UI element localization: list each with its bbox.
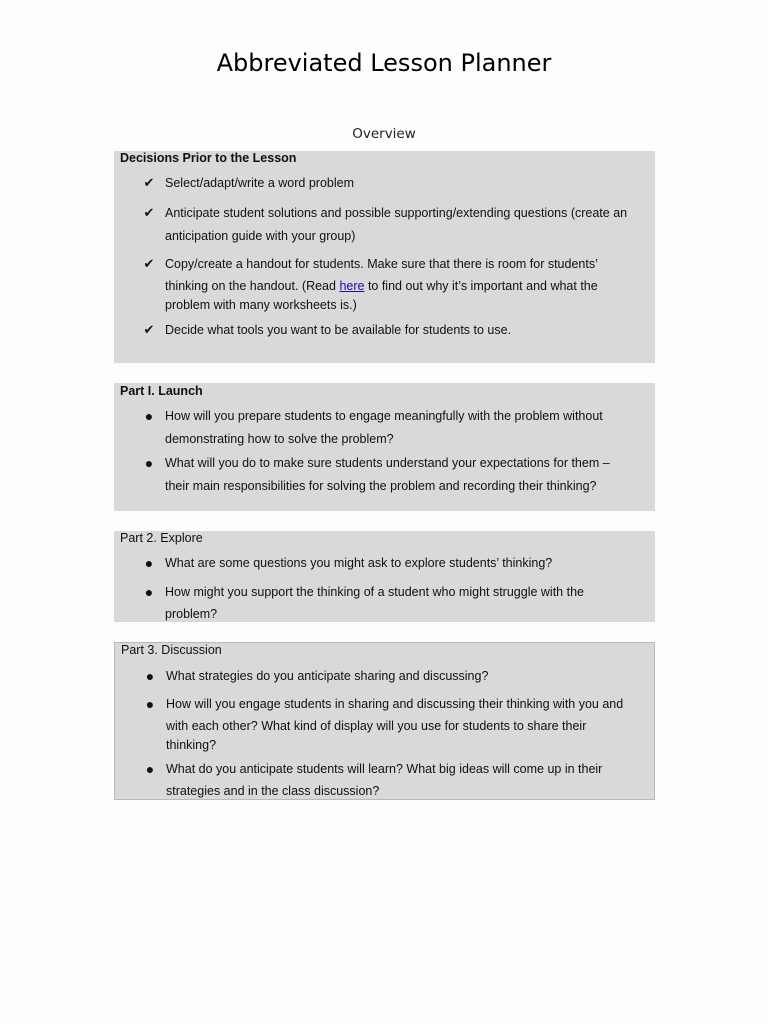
document-title: Abbreviated Lesson Planner [216, 49, 552, 77]
checkmark-icon: ✔ [143, 205, 155, 220]
bullet-icon: ● [145, 696, 155, 712]
checkmark-icon: ✔ [143, 256, 155, 271]
list-item-text: problem? [165, 607, 218, 621]
list-item-text: How will you prepare students to engage meaningfully with the problem without [165, 409, 603, 423]
bullet-icon: ● [144, 584, 154, 600]
launch-title: Part I. Launch [120, 384, 203, 398]
discussion-title: Part 3. Discussion [121, 643, 222, 657]
list-item-text: How will you engage students in sharing and discussing their thinking with you and [166, 697, 624, 711]
list-item-text: to find out why it’s important and what the [364, 279, 598, 293]
list-item-text: thinking on the handout. (Read [165, 279, 340, 293]
list-item-text: How might you support the thinking of a student who might struggle with the [165, 585, 584, 599]
list-item-text: their main responsibilities for solving the problem and recording their thinking? [165, 479, 597, 493]
bullet-icon: ● [144, 455, 154, 471]
decisions-title: Decisions Prior to the Lesson [120, 151, 297, 165]
bullet-icon: ● [144, 408, 154, 424]
launch-section [114, 383, 655, 511]
bullet-icon: ● [145, 668, 155, 684]
list-item-text: anticipation guide with your group) [165, 229, 356, 243]
list-item-text: Decide what tools you want to be available for students to use. [165, 323, 512, 337]
list-item-text: with each other? What kind of display will you use for students to share their [166, 719, 587, 733]
checkmark-icon: ✔ [143, 322, 155, 337]
list-item-text: Anticipate student solutions and possible supporting/extending questions (create an [165, 206, 628, 220]
list-item-text: What are some questions you might ask to explore students’ thinking? [165, 556, 553, 570]
list-item-text: What do you anticipate students will learn? What big ideas will come up in their [166, 762, 603, 776]
list-item-text: strategies and in the class discussion? [166, 784, 380, 798]
list-item-text: problem with many worksheets is.) [165, 298, 357, 312]
decisions-section [114, 151, 655, 363]
explore-section [114, 531, 655, 622]
here-link[interactable]: here [339, 279, 365, 293]
list-item-text: Copy/create a handout for students. Make sure that there is room for students’ [165, 257, 598, 271]
overview-heading: Overview [352, 126, 416, 142]
checkmark-icon: ✔ [143, 175, 155, 190]
list-item-text: What will you do to make sure students understand your expectations for them – [165, 456, 610, 470]
explore-title: Part 2. Explore [120, 531, 203, 545]
list-item-text: Select/adapt/write a word problem [165, 176, 354, 190]
list-item-text: What strategies do you anticipate sharing and discussing? [166, 669, 489, 683]
list-item-text: thinking? [166, 738, 217, 752]
discussion-section [114, 642, 655, 800]
bullet-icon: ● [144, 555, 154, 571]
list-item-text: demonstrating how to solve the problem? [165, 432, 394, 446]
bullet-icon: ● [145, 761, 155, 777]
